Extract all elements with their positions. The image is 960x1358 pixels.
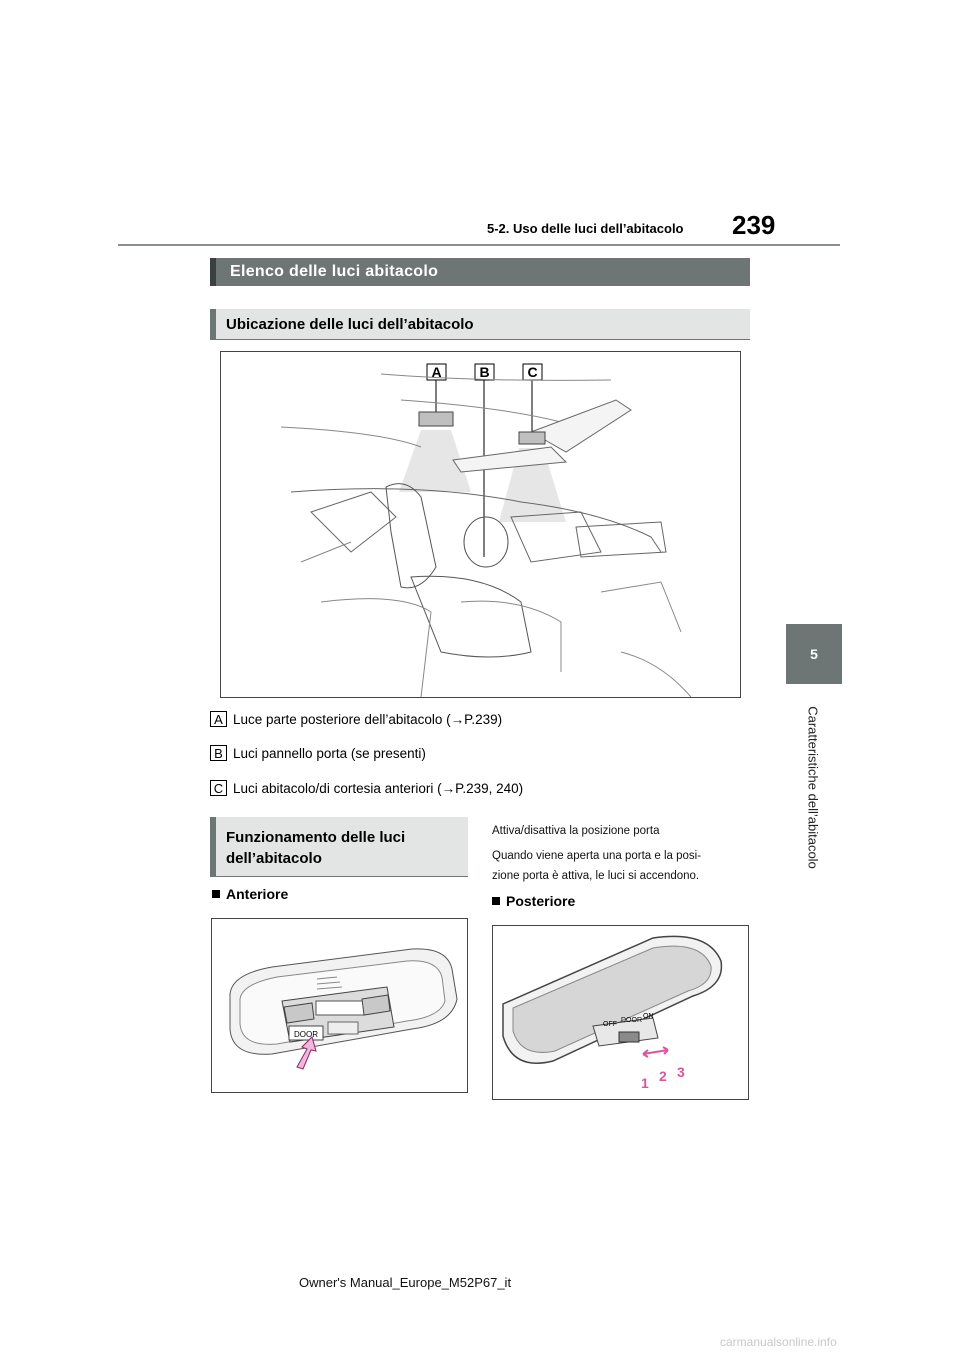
- rear-off-label: OFF: [603, 1021, 617, 1028]
- figure-label-c: [523, 364, 542, 380]
- header-rule: [118, 244, 840, 246]
- rear-on-label: ON: [643, 1013, 654, 1020]
- cabin-interior-illustration: [221, 352, 740, 697]
- legend-text-c: Luci abitacolo/di cortesia anteriori (: [233, 780, 442, 796]
- section-title: Elenco delle luci abitacolo: [210, 258, 750, 286]
- footer-manual-id: Owner's Manual_Europe_M52P67_it: [299, 1275, 512, 1290]
- svg-text:A: A: [431, 364, 442, 380]
- watermark: carmanualsonline.info: [720, 1335, 837, 1349]
- front-light-figure: [211, 918, 468, 1093]
- rear-heading-text: Posteriore: [506, 893, 576, 909]
- legend-item-b: [210, 745, 426, 761]
- bullet-square-icon: [212, 890, 220, 898]
- rear-position-2: 2: [659, 1068, 667, 1084]
- legend-item-a: [210, 711, 502, 727]
- figure-label-b: [475, 364, 494, 380]
- front-console-illustration: [212, 919, 467, 1092]
- door-position-caption: Attiva/disattiva la posizione porta: [492, 825, 660, 837]
- location-subtitle: Ubicazione delle luci dell’abitacolo: [210, 309, 750, 340]
- rear-position-1: 1: [641, 1075, 649, 1091]
- legend-letter-c: C: [210, 780, 227, 796]
- cabin-lights-figure: [220, 351, 741, 698]
- rear-light-figure: [492, 925, 749, 1100]
- legend-ref-a: P.239): [464, 711, 503, 727]
- rear-position-3: 3: [677, 1064, 685, 1080]
- legend-letter-b: B: [210, 745, 227, 761]
- door-description-line2: zione porta è attiva, le luci si accendono.: [492, 870, 700, 882]
- svg-text:B: B: [479, 364, 490, 380]
- arrow-icon: →: [450, 711, 465, 727]
- page-number: 239: [732, 210, 776, 240]
- chapter-tab: 5: [786, 624, 842, 684]
- legend-letter-a: A: [210, 711, 227, 727]
- arrow-icon: →: [441, 780, 456, 796]
- header-section-title: 5-2. Uso delle luci dell’abitacolo: [487, 221, 684, 236]
- front-heading: [212, 886, 288, 902]
- svg-text:C: C: [527, 364, 538, 380]
- chapter-side-title: Caratteristiche dell’abitacolo: [805, 706, 821, 869]
- rear-door-label: DOOR: [621, 1017, 642, 1024]
- operation-subtitle-line2: dell’abitacolo: [226, 850, 322, 867]
- rear-heading: [492, 893, 575, 909]
- legend-ref-c: P.239, 240): [455, 780, 524, 796]
- front-heading-text: Anteriore: [226, 886, 289, 902]
- bullet-square-icon: [492, 897, 500, 905]
- operation-subtitle: [210, 817, 468, 877]
- operation-subtitle-line1: Funzionamento delle luci: [226, 829, 406, 846]
- front-door-switch-label: DOOR: [294, 1030, 318, 1039]
- legend-text-b: Luci pannello porta (se presenti): [233, 745, 426, 761]
- rear-lamp-illustration: [493, 926, 748, 1099]
- legend-text-a: Luce parte posteriore dell’abitacolo (: [233, 711, 451, 727]
- legend-item-c: [210, 780, 523, 796]
- door-description-line1: Quando viene aperta una porta e la posi-: [492, 850, 702, 862]
